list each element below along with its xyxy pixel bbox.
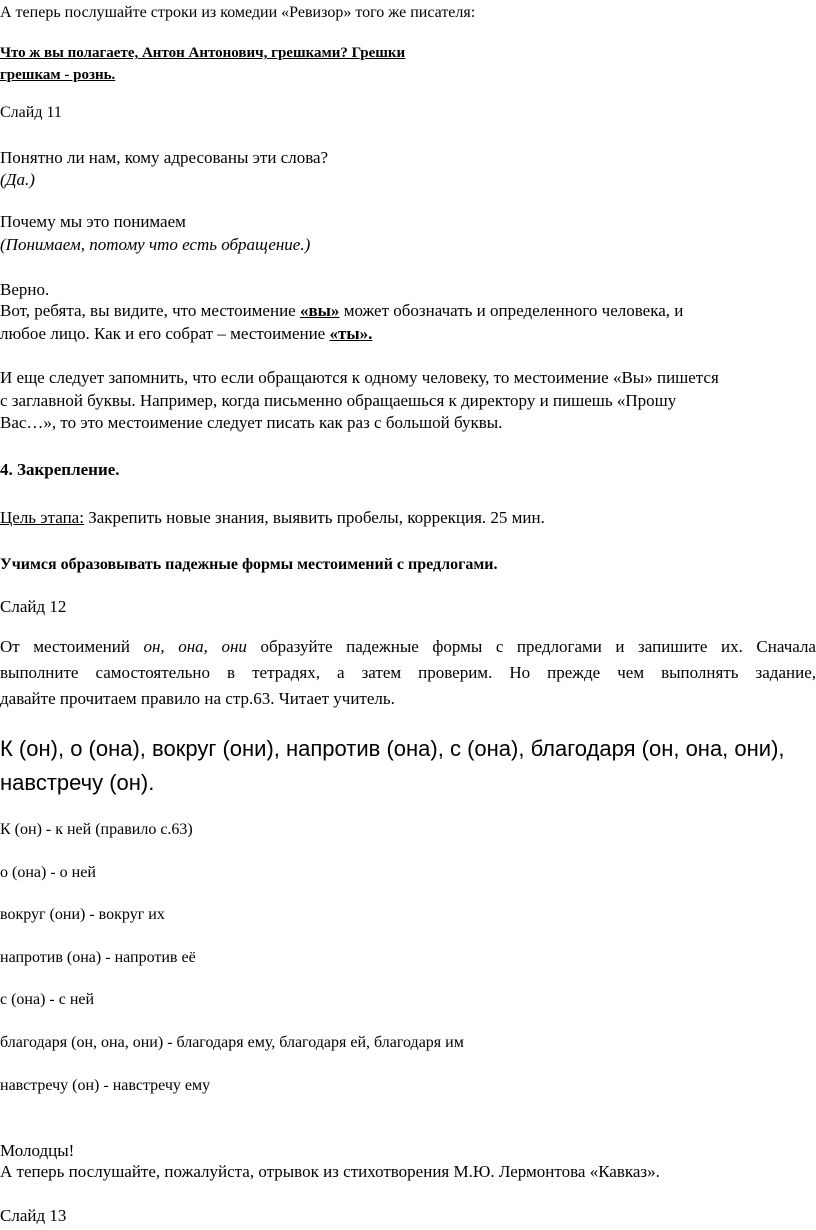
pronoun-ty: «ты». [329, 324, 373, 343]
answer-item: о (она) - о ней [0, 864, 96, 881]
explain-text-b: может обозначать и определенного человека, и [339, 301, 684, 320]
capital-line-2: с заглавной буквы. Например, когда письменно обращаешься к директору и пишешь «Прошу [0, 391, 677, 410]
answer-item: напротив (она) - напротив её [0, 949, 196, 966]
poem-intro: А теперь послушайте, пожалуйста, отрывок из стихотворения М.Ю. Лермонтова «Кавказ». [0, 1162, 660, 1181]
praise-text: Молодцы! [0, 1141, 75, 1160]
slide-13-label: Слайд 13 [0, 1206, 67, 1225]
task-text-b: образуйте падежные формы с предлогами и запишите их. Сначала [246, 637, 816, 656]
goal-line [0, 508, 545, 528]
task-line-1 [0, 637, 816, 657]
slide-11-label: Слайд 11 [0, 104, 62, 121]
answer-item: благодаря (он, она, они) - благодаря ему, благодаря ей, благодаря им [0, 1034, 464, 1051]
explain-text-c: любое лицо. Как и его собрат – местоимение [0, 324, 330, 343]
answer-1: (Да.) [0, 170, 35, 189]
task-line-3: давайте прочитаем правило на стр.63. Читает учитель. [0, 689, 395, 708]
slide-12-label: Слайд 12 [0, 597, 67, 616]
explain-line-2 [0, 324, 372, 344]
answer-2: (Понимаем, потому что есть обращение.) [0, 235, 311, 254]
exercise-line-1: К (он), о (она), вокруг (они), напротив (она), с (она), благодаря (он, она, они), [0, 736, 785, 761]
answer-item: вокруг (они) - вокруг их [0, 906, 165, 923]
explain-text-a: Вот, ребята, вы видите, что местоимение [0, 301, 300, 320]
answer-item: с (она) - с ней [0, 991, 95, 1008]
task-text-a: От местоимений [0, 637, 144, 656]
task-pronouns: он, она, они [143, 637, 247, 656]
goal-label: Цель этапа: [0, 508, 84, 527]
capital-line-1: И еще следует запомнить, что если обращаются к одному человеку, то местоимение «Вы» пишется [0, 368, 719, 387]
section-heading: 4. Закрепление. [0, 460, 120, 479]
task-line-2: выполните самостоятельно в тетрадях, а затем проверим. Но прежде чем выполнять задание, [0, 663, 816, 682]
answer-item: навстречу (он) - навстречу ему [0, 1077, 211, 1094]
explain-line-1 [0, 301, 683, 321]
quote-line-2: грешкам - рознь. [0, 67, 116, 83]
question-2: Почему мы это понимаем [0, 212, 186, 231]
quote-line-1: Что ж вы полагаете, Антон Антонович, грешками? Грешки [0, 45, 406, 61]
exercise-line-2: навстречу (он). [0, 770, 155, 795]
pronoun-vy: «вы» [299, 301, 340, 320]
answer-item: К (он) - к ней (правило с.63) [0, 821, 193, 838]
intro-text: А теперь послушайте строки из комедии «Ревизор» того же писателя: [0, 4, 476, 21]
capital-line-3: Вас…», то это местоимение следует писать как раз с большой буквы. [0, 413, 503, 432]
verno-text: Верно. [0, 280, 50, 299]
question-1: Понятно ли нам, кому адресованы эти слова? [0, 148, 329, 167]
goal-text: Закрепить новые знания, выявить пробелы, коррекция. 25 мин. [83, 508, 545, 527]
subheading: Учимся образовывать падежные формы местоимений с предлогами. [0, 556, 498, 573]
